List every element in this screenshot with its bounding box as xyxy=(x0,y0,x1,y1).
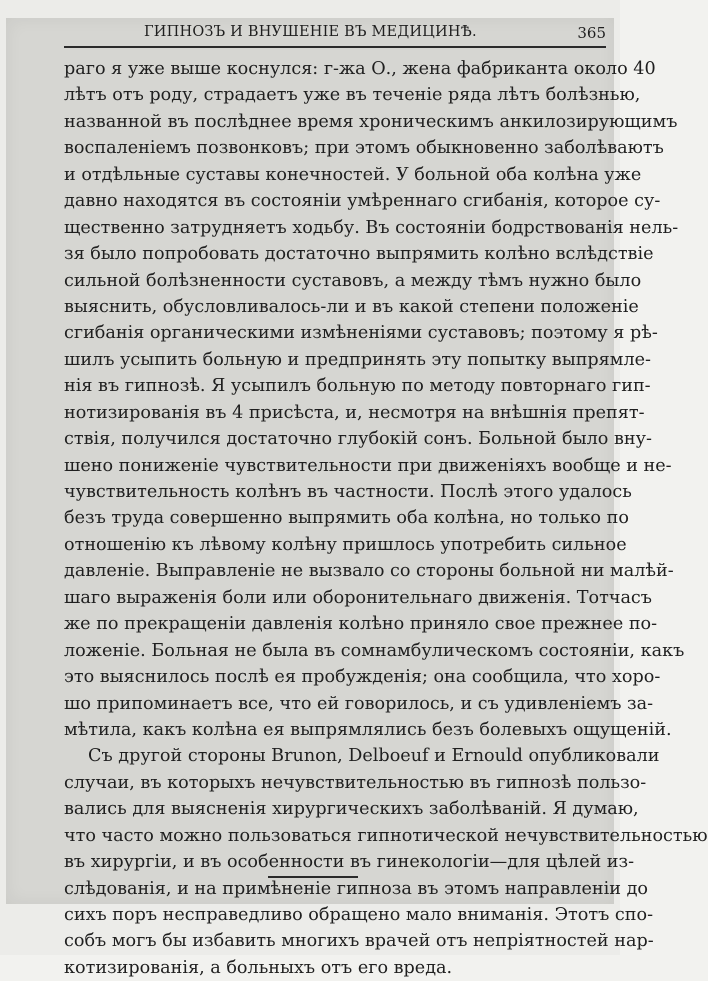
paragraph-start-line: Съ другой стороны Brunon, Delboeuf и Ernould опубликовали xyxy=(88,746,660,767)
text-line: это выяснилось послѣ ея пробужденія; она сообщила, что хоро- xyxy=(64,667,661,688)
text-line: вались для выясненія хирургическихъ заболѣваній. Я думаю, xyxy=(64,799,639,820)
text-line: собъ могъ бы избавить многихъ врачей отъ непріятностей нар- xyxy=(64,931,654,952)
text-line: раго я уже выше коснулся: г-жа О., жена фабриканта около 40 xyxy=(64,59,656,79)
text-line: шилъ усыпить больную и предпринять эту попытку выпрямле- xyxy=(64,349,652,370)
text-line: въ хирургіи, и въ особенности въ гинекологіи—для цѣлей из- xyxy=(64,852,635,873)
text-line: нія въ гипнозѣ. Я усыпилъ больную по методу повторнаго гип- xyxy=(64,376,651,397)
text-line: сгибанія органическими измѣненіями суставовъ; поэтому я рѣ- xyxy=(64,323,658,344)
text-line: что часто можно пользоваться гипнотической нечувствительностью xyxy=(64,825,708,846)
text-line: шо припоминаетъ все, что ей говорилось, и съ удивленіемъ за- xyxy=(64,693,654,714)
text-line: ствія, получился достаточно глубокій сонъ. Больной было вну- xyxy=(64,429,652,450)
text-line: мѣтила, какъ колѣна ея выпрямлялись безъ болевыхъ ощущеній. xyxy=(64,719,672,740)
text-line: воспаленіемъ позвонковъ; при этомъ обыкновенно заболѣваютъ xyxy=(64,138,664,159)
text-line: давленіе. Выправленіе не вызвало со стороны больной ни малѣй- xyxy=(64,561,674,582)
text-line: ложеніе. Больная не была въ сомнамбулическомъ состояніи, какъ xyxy=(64,640,685,661)
text-line: щественно затрудняетъ ходьбу. Въ состояніи бодрствованія нель- xyxy=(64,217,679,238)
page-number: 365 xyxy=(577,24,606,42)
text-line: слѣдованія, и на примѣненіе гипноза въ этомъ направленіи до xyxy=(64,878,649,899)
text-line: шаго выраженія боли или оборонительнаго движенія. Тотчасъ xyxy=(64,587,652,608)
text-line: выяснить, обусловливалось-ли и въ какой степени положеніе xyxy=(64,296,639,317)
text-line: чувствительность колѣнъ въ частности. Послѣ этого удалось xyxy=(64,482,632,502)
text-line: отношенію къ лѣвому колѣну пришлось употребить сильное xyxy=(64,534,627,555)
text-line: лѣтъ отъ роду, страдаетъ уже въ теченіе ряда лѣтъ болѣзнью, xyxy=(64,85,641,106)
text-line: котизированія, а больныхъ отъ его вреда. xyxy=(64,957,453,978)
text-line: шено пониженіе чувствительности при движеніяхъ вообще и не- xyxy=(64,455,672,476)
text-line: безъ труда совершенно выпрямить оба колѣна, но только по xyxy=(64,508,629,529)
running-title: ГИПНОЗЪ И ВНУШЕНІЕ ВЪ МЕДИЦИНѢ. xyxy=(144,24,477,40)
header-rule xyxy=(64,46,606,48)
text-line: сихъ поръ несправедливо обращено мало вниманія. Этотъ спо- xyxy=(64,905,654,925)
text-line: нотизированія въ 4 присѣста, и, несмотря на внѣшнія препят- xyxy=(64,402,645,423)
text-line: и отдѣльные суставы конечностей. У больной оба колѣна уже xyxy=(64,164,642,185)
text-line: давно находятся въ состояніи умѣреннаго сгибанія, которое су- xyxy=(64,191,661,212)
body-text xyxy=(64,56,708,981)
section-end-rule xyxy=(268,876,358,878)
text-line: зя было попробовать достаточно выпрямить колѣно вслѣдствіе xyxy=(64,244,654,265)
text-line: сильной болѣзненности суставовъ, а между тѣмъ нужно было xyxy=(64,270,642,291)
text-line: названной въ послѣднее время хроническимъ анкилозирующимъ xyxy=(64,111,678,132)
text-line: же по прекращеніи давленія колѣно приняло свое прежнее по- xyxy=(64,614,658,635)
text-line: случаи, въ которыхъ нечувствительностью въ гипнозѣ пользо- xyxy=(64,772,647,793)
